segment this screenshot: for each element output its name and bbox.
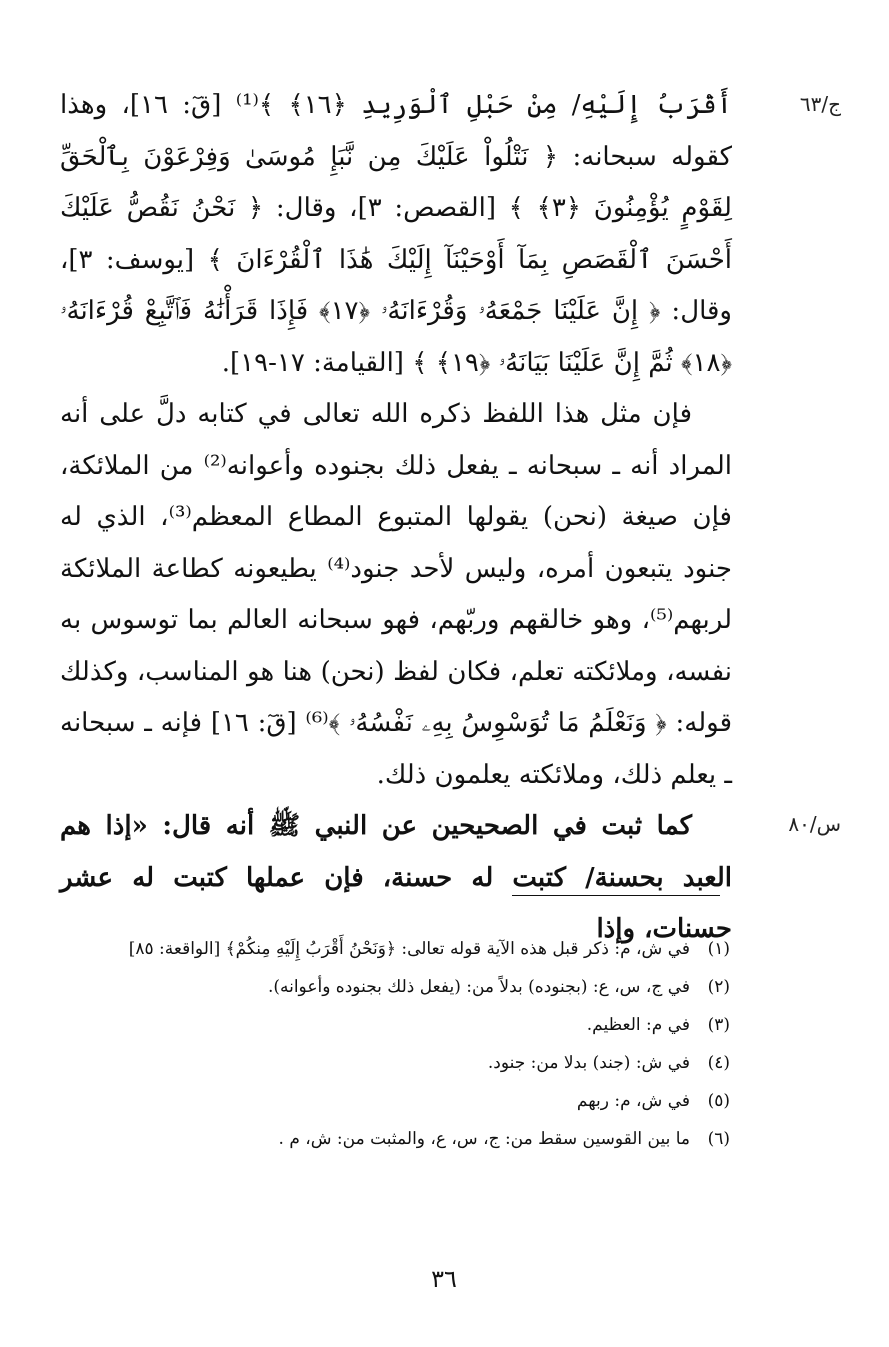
footnote-number: (٣): [707, 1015, 730, 1035]
paragraph-hadith: كما ثبت في الصحيحين عن النبي ﷺ أنه قال: «إذا هم العبد بحسنة/ كتبت له حسنة، فإن عملها كتبت له عشر حسنات، وإذا: [60, 811, 732, 944]
footnote-number: (٢): [707, 977, 730, 997]
footnote-text: في ش، م: ربهم: [576, 1091, 690, 1111]
footnote-item: [60, 968, 730, 1006]
footnote-item: [60, 1120, 730, 1158]
footnotes: [60, 930, 730, 1158]
footnote-number: (٥): [707, 1091, 730, 1111]
page-number: ٣٦: [431, 1265, 457, 1293]
footnote-text: في ج، س، ع: (بجنوده) بدلاً من: (يفعل ذلك بجنوده وأعوانه).: [267, 977, 690, 997]
margin-reference-bottom: س/٨٠: [788, 812, 841, 836]
margin-reference-top: ج/٦٣: [799, 92, 841, 116]
footnote-item: [60, 1006, 730, 1044]
footnote-separator: [512, 895, 720, 896]
footnote-text: ما بين القوسين سقط من: ج، س، ع، والمثبت من: ش، م .: [278, 1129, 690, 1149]
main-text: [60, 80, 732, 956]
footnote-text: في م: العظيم.: [586, 1015, 690, 1035]
footnote-number: (٦): [707, 1129, 730, 1149]
footnote-text: في ش، م: ذكر قبل هذه الآية قوله تعالى: ﴿وَنَحْنُ أَقْرَبُ إِلَيْهِ مِنكُمْ﴾ [الواقعة: ٨٥]: [128, 939, 690, 959]
paragraph-explanation: فإن مثل هذا اللفظ ذكره الله تعالى في كتابه دلَّ على أنه المراد أنه ـ سبحانه ـ يفعل ذلك بجنوده وأعوانه⁽²⁾ من الملائكة، فإن صيغة (نحن) يقولها المتبوع المطاع المعظم⁽³⁾، الذي له جنود يتبعون أمره، وليس لأحد جنود⁽⁴⁾ يطيعونه كطاعة الملائكة لربهم⁽⁵⁾، وهو خالقهم وربّهم، فهو سبحانه العالم بما توسوس به نفسه، وملائكته تعلم، فكان لفظ (نحن) هنا هو المناسب، وكذلك قوله: ﴿ وَنَعْلَمُ مَا تُوَسْوِسُ بِهِۦ نَفْسُهُۥ ﴾⁽⁶⁾ [قٓ: ١٦] فإنه ـ سبحانه ـ يعلم ذلك، وملائكته يعلمون ذلك.: [60, 399, 733, 790]
paragraph-quran-citations: أَقْرَبُ إِلَيْهِ/ مِنْ حَبْلِ ٱلْوَرِيدِ ﴿١٦﴾ ﴾⁽¹⁾ [قٓ: ١٦]، وهذا كقوله سبحانه: ﴿ نَتْلُواْ عَلَيْكَ مِن نَّبَإِ مُوسَىٰ وَفِرْعَوْنَ بِٱلْحَقِّ لِقَوْمٍ يُؤْمِنُونَ ﴿٣﴾ ﴾ [القصص: ٣]، وقال: ﴿ نَحْنُ نَقُصُّ عَلَيْكَ أَحْسَنَ ٱلْقَصَصِ بِمَآ أَوْحَيْنَآ إِلَيْكَ هَٰذَا ٱلْقُرْءَانَ ﴾ [يوسف: ٣]، وقال: ﴿ إِنَّ عَلَيْنَا جَمْعَهُۥ وَقُرْءَانَهُۥ ﴿١٧﴾ فَإِذَا قَرَأْنَٰهُ فَٱتَّبِعْ قُرْءَانَهُۥ ﴿١٨﴾ ثُمَّ إِنَّ عَلَيْنَا بَيَانَهُۥ ﴿١٩﴾ ﴾ [القيامة: ١٧-١٩].: [60, 90, 732, 378]
footnote-item: [60, 1044, 730, 1082]
footnote-item: [60, 930, 730, 968]
footnote-text: في ش: (جند) بدلا من: جنود.: [487, 1053, 690, 1073]
footnote-number: (١): [707, 939, 730, 959]
footnote-item: [60, 1082, 730, 1120]
footnote-number: (٤): [707, 1053, 730, 1073]
